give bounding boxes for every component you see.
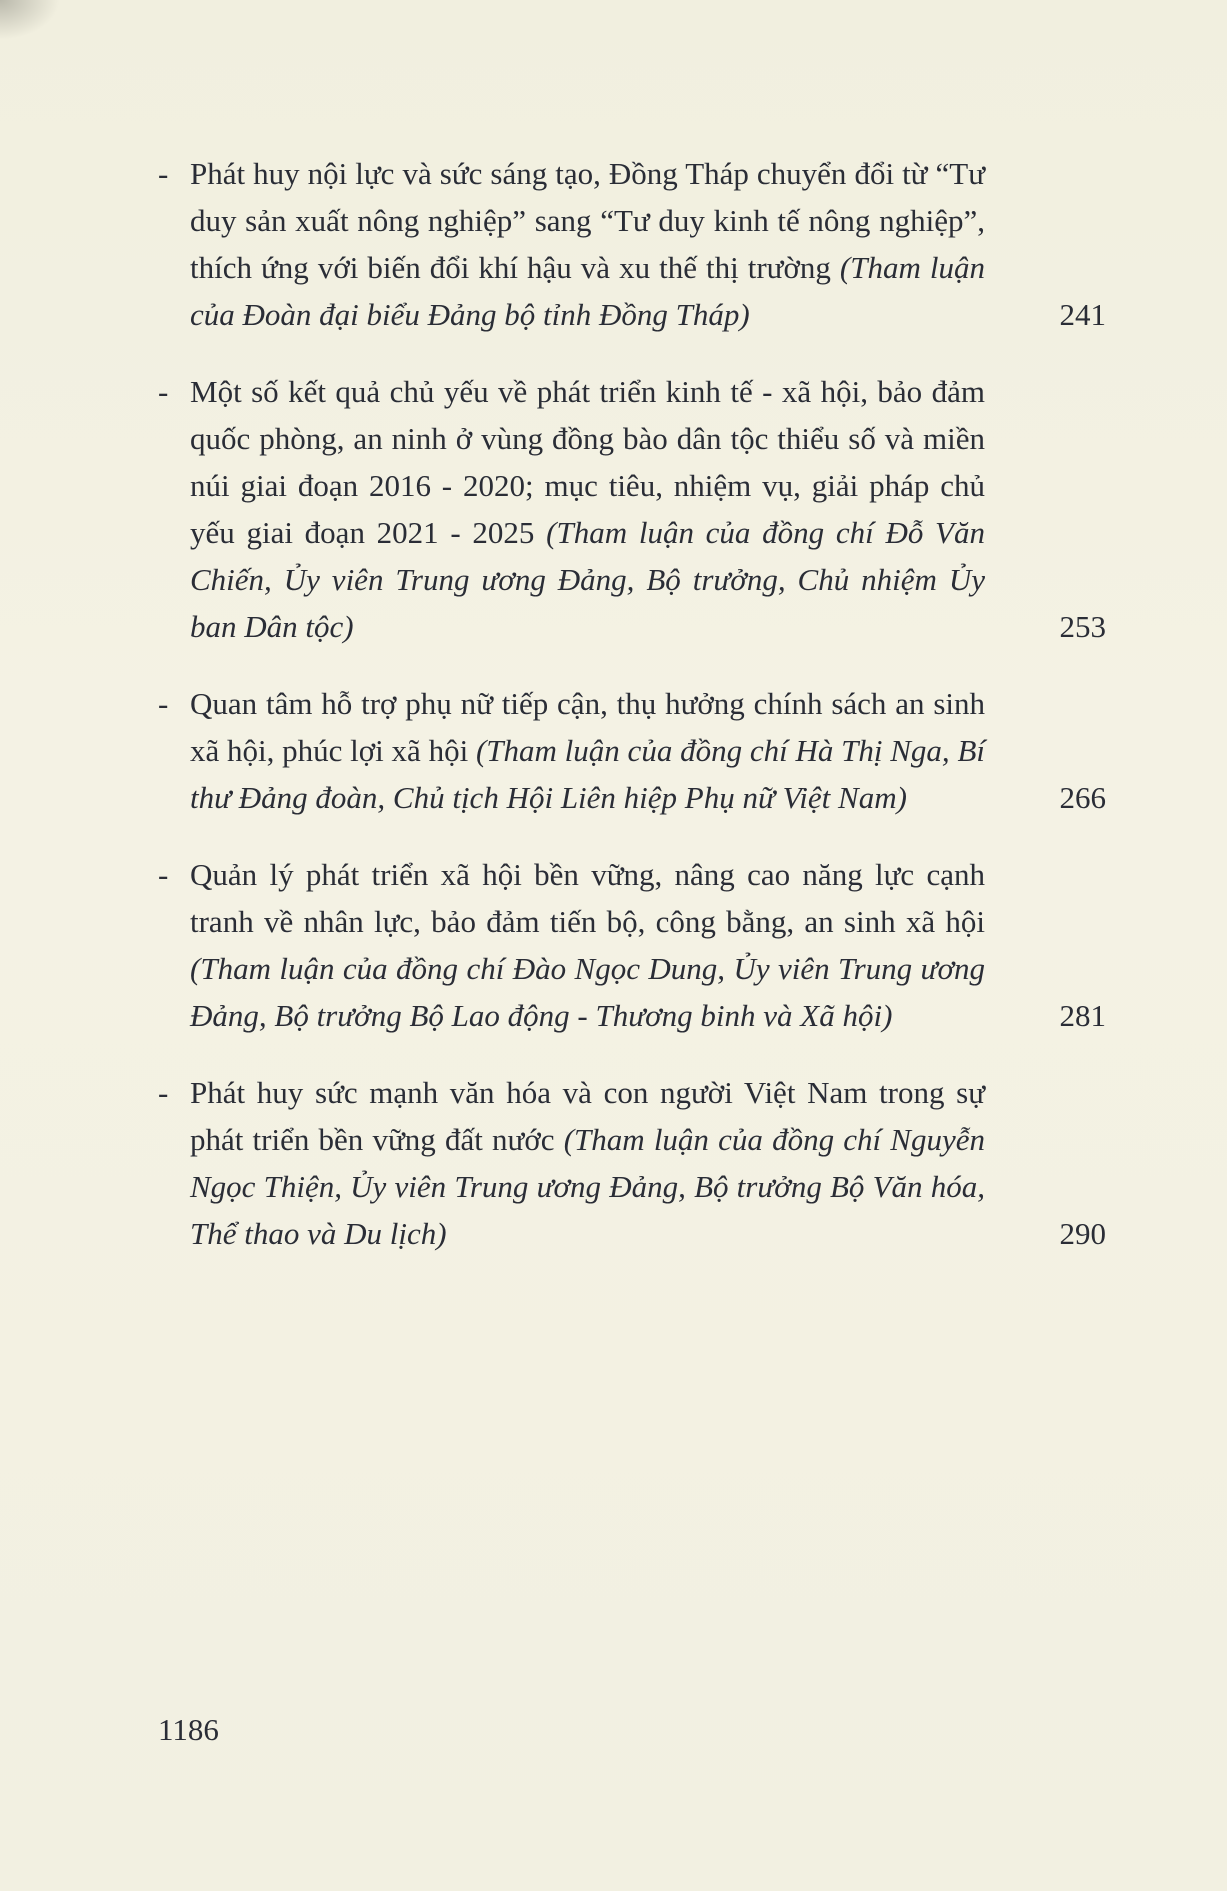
toc-entry — [158, 680, 1106, 821]
entry-text — [190, 680, 985, 821]
entry-page-number: 266 — [1059, 780, 1106, 815]
entry-dash: - — [158, 686, 169, 721]
page-number-footer: 1186 — [158, 1712, 219, 1747]
entry-dash: - — [158, 156, 169, 191]
entry-title: Quản lý phát triển xã hội bền vững, nâng cao năng lực cạnh tranh về nhân lực, bảo đảm tiến bộ, công bằng, an sinh xã hội — [190, 857, 985, 939]
entry-dash: - — [158, 374, 169, 409]
entry-page-number: 290 — [1059, 1216, 1106, 1251]
toc-entry — [158, 368, 1106, 650]
toc-entry — [158, 851, 1106, 1039]
toc-entry — [158, 1069, 1106, 1257]
entry-text — [190, 150, 985, 338]
entry-source: (Tham luận của Đoàn đại biểu Đảng bộ tỉnh Đồng Tháp) — [190, 250, 985, 332]
entry-page-number: 253 — [1059, 609, 1106, 644]
entry-text — [190, 851, 985, 1039]
page-corner-shadow — [0, 0, 60, 40]
entry-source: (Tham luận của đồng chí Đỗ Văn Chiến, Ủy viên Trung ương Đảng, Bộ trưởng, Chủ nhiệm Ủy ban Dân tộc) — [190, 515, 985, 644]
entry-page-number: 241 — [1059, 297, 1106, 332]
entry-title: Phát huy nội lực và sức sáng tạo, Đồng Tháp chuyển đổi từ “Tư duy sản xuất nông nghiệp” sang “Tư duy kinh tế nông nghiệp”, thích ứng với biến đổi khí hậu và xu thế thị trường — [190, 156, 985, 285]
table-of-contents — [158, 150, 1106, 1287]
entry-title: Quan tâm hỗ trợ phụ nữ tiếp cận, thụ hưởng chính sách an sinh xã hội, phúc lợi xã hội — [190, 686, 985, 768]
entry-dash: - — [158, 857, 169, 892]
entry-text — [190, 368, 985, 650]
entry-text — [190, 1069, 985, 1257]
entry-title: Phát huy sức mạnh văn hóa và con người Việt Nam trong sự phát triển bền vững đất nước — [190, 1075, 985, 1157]
entry-source: (Tham luận của đồng chí Đào Ngọc Dung, Ủy viên Trung ương Đảng, Bộ trưởng Bộ Lao động - Thương binh và Xã hội) — [190, 951, 985, 1033]
toc-entry — [158, 150, 1106, 338]
entry-source: (Tham luận của đồng chí Hà Thị Nga, Bí thư Đảng đoàn, Chủ tịch Hội Liên hiệp Phụ nữ Việt Nam) — [190, 733, 985, 815]
entry-title: Một số kết quả chủ yếu về phát triển kinh tế - xã hội, bảo đảm quốc phòng, an ninh ở vùng đồng bào dân tộc thiểu số và miền núi giai đoạn 2016 - 2020; mục tiêu, nhiệm vụ, giải pháp chủ yếu giai đoạn 2021 - 2025 — [190, 374, 985, 550]
entry-source: (Tham luận của đồng chí Nguyễn Ngọc Thiện, Ủy viên Trung ương Đảng, Bộ trưởng Bộ Văn hóa, Thể thao và Du lịch) — [190, 1122, 986, 1251]
entry-dash: - — [158, 1075, 169, 1110]
entry-page-number: 281 — [1059, 998, 1106, 1033]
